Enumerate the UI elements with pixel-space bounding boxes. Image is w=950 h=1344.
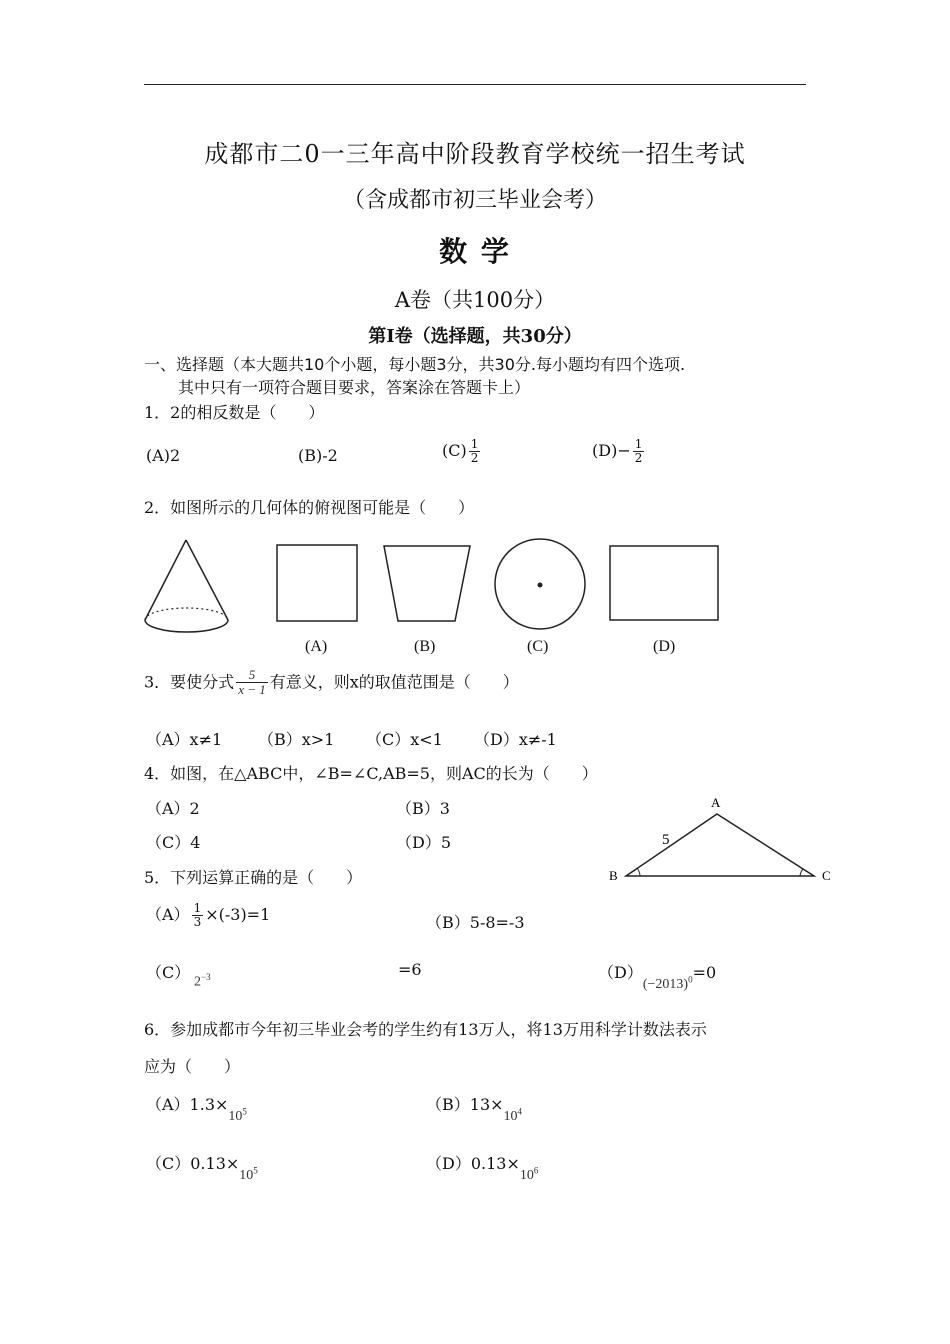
q6-option-c-power bbox=[239, 1165, 258, 1183]
q6-b-exponent: 4 bbox=[517, 1106, 523, 1117]
q2-label-b: (B) bbox=[414, 638, 436, 655]
q5-option-c-label: （C） bbox=[146, 963, 191, 982]
q5-d-base: (−2013) bbox=[642, 977, 689, 992]
cone-figure bbox=[145, 540, 228, 632]
q1-option-a: (A)2 bbox=[146, 446, 181, 465]
exam-title: 成都市二0一三年高中阶段教育学校统一招生考试 bbox=[204, 140, 746, 168]
q5-a-denominator: 3 bbox=[193, 915, 202, 930]
q1-option-d bbox=[592, 438, 646, 465]
q5-option-d bbox=[598, 960, 717, 992]
q3-option-a: （A）x≠1 bbox=[146, 730, 223, 749]
subject-title: 数 学 bbox=[439, 235, 511, 268]
q3-option-b: （B）x>1 bbox=[258, 730, 335, 749]
q5-option-b: （B）5-8=-3 bbox=[426, 913, 525, 932]
top-rule bbox=[144, 84, 806, 85]
q4-triangle-figure bbox=[600, 790, 840, 890]
q3-stem-pre: 3．要使分式 bbox=[144, 672, 235, 692]
q1-d-denominator: 2 bbox=[634, 451, 643, 466]
q6-c-base: 10 bbox=[239, 1168, 254, 1183]
q3-option-c: （C）x<1 bbox=[366, 730, 443, 749]
q6-option-d-label: （D）0.13× bbox=[426, 1154, 520, 1173]
q6-a-exponent: 5 bbox=[242, 1106, 247, 1117]
q1-d-numerator: 1 bbox=[634, 437, 643, 451]
q1-c-numerator: 1 bbox=[470, 437, 479, 451]
q1-option-c bbox=[442, 438, 482, 465]
q2-stem: 2．如图所示的几何体的俯视图可能是（ ） bbox=[144, 498, 475, 517]
q6-option-d-power bbox=[519, 1165, 539, 1183]
q1-option-d-label: (D) bbox=[592, 441, 618, 461]
q4-stem: 4．如图，在△ABC中，∠B=∠C,AB=5，则AC的长为（ ） bbox=[144, 764, 598, 783]
q6-c-exponent: 5 bbox=[253, 1165, 258, 1176]
q5-d-exponent: 0 bbox=[688, 974, 693, 985]
q6-d-base: 10 bbox=[519, 1168, 534, 1183]
q5-option-c-power bbox=[194, 972, 211, 991]
q1-option-b: (B)-2 bbox=[298, 446, 338, 465]
paper-title: A卷（共100分） bbox=[394, 288, 556, 312]
q2-figures bbox=[140, 534, 740, 664]
q3-numerator: 5 bbox=[236, 668, 268, 683]
q6-option-a-power bbox=[228, 1106, 247, 1124]
option-d-rectangle bbox=[610, 546, 718, 620]
q5-option-d-power bbox=[642, 974, 693, 992]
q5-a-numerator: 1 bbox=[193, 901, 202, 915]
q5-option-d-label: （D） bbox=[598, 963, 643, 982]
q6-option-b bbox=[426, 1092, 523, 1124]
triangle-abc bbox=[626, 814, 814, 876]
q5-option-a bbox=[146, 902, 270, 929]
option-a-square bbox=[277, 545, 357, 621]
q5-option-c-result: =6 bbox=[398, 960, 422, 979]
q6-stem-line1: 6．参加成都市今年初三毕业会考的学生约有13万人，将13万用科学计数法表示 bbox=[144, 1020, 707, 1039]
angle-b-mark bbox=[637, 868, 640, 876]
q1-stem: 1．2的相反数是（ ） bbox=[144, 403, 325, 422]
q1-option-c-fraction bbox=[469, 438, 481, 465]
q4-option-c: （C）4 bbox=[146, 833, 201, 852]
q6-option-b-power bbox=[503, 1106, 523, 1124]
q3-stem bbox=[144, 668, 519, 698]
q1-option-d-fraction bbox=[633, 438, 645, 465]
q5-option-a-rest: ×(-3)=1 bbox=[205, 905, 271, 925]
q1-option-d-sign: − bbox=[617, 441, 631, 461]
section-heading-line1: 一、选择题（本大题共10个小题，每小题3分，共30分.每小题均有四个选项. bbox=[144, 355, 686, 374]
section-heading-line2: 其中只有一项符合题目要求，答案涂在答题卡上） bbox=[178, 378, 531, 397]
q4-option-a: （A）2 bbox=[146, 799, 200, 818]
side-ab-length: 5 bbox=[662, 832, 670, 848]
q4-option-b: （B）3 bbox=[396, 799, 450, 818]
q5-c-exponent: −3 bbox=[201, 972, 211, 982]
part-title: 第Ⅰ卷（选择题，共30分） bbox=[368, 326, 582, 347]
q4-option-d: （D）5 bbox=[396, 833, 452, 852]
option-c-center-dot bbox=[538, 583, 543, 588]
vertex-a-label: A bbox=[711, 795, 721, 810]
vertex-b-label: B bbox=[609, 868, 618, 883]
q3-fraction bbox=[236, 668, 268, 698]
q5-option-d-rest: =0 bbox=[692, 963, 717, 982]
q6-b-base: 10 bbox=[503, 1109, 518, 1124]
q6-option-c-label: （C）0.13× bbox=[146, 1154, 240, 1173]
q6-option-c bbox=[146, 1151, 258, 1183]
q5-option-a-label: （A） bbox=[146, 905, 190, 925]
q6-option-b-label: （B）13× bbox=[426, 1095, 504, 1114]
q2-label-d: (D) bbox=[653, 638, 676, 655]
q1-c-denominator: 2 bbox=[470, 451, 479, 466]
vertex-c-label: C bbox=[822, 868, 831, 883]
q5-stem: 5．下列运算正确的是（ ） bbox=[144, 868, 363, 887]
q6-stem-line2: 应为（ ） bbox=[144, 1057, 241, 1076]
q3-option-d: （D）x≠-1 bbox=[474, 730, 557, 749]
option-b-trapezoid bbox=[384, 546, 470, 621]
q6-option-a bbox=[146, 1092, 247, 1124]
q2-label-a: (A) bbox=[305, 638, 328, 655]
q6-a-base: 10 bbox=[228, 1109, 243, 1124]
q5-c-base: 2 bbox=[194, 974, 201, 990]
q5-option-a-fraction bbox=[192, 902, 204, 929]
q6-option-d bbox=[426, 1151, 539, 1183]
q3-denominator: x − 1 bbox=[238, 682, 266, 698]
q3-stem-post: 有意义，则x的取值范围是（ ） bbox=[269, 672, 519, 692]
q2-label-c: (C) bbox=[527, 638, 549, 655]
exam-subtitle: （含成都市初三毕业会考） bbox=[342, 188, 607, 213]
q6-option-a-label: （A）1.3× bbox=[146, 1095, 229, 1114]
q1-option-c-label: (C) bbox=[442, 441, 467, 461]
q6-d-exponent: 6 bbox=[533, 1165, 539, 1176]
angle-c-mark bbox=[800, 869, 803, 876]
